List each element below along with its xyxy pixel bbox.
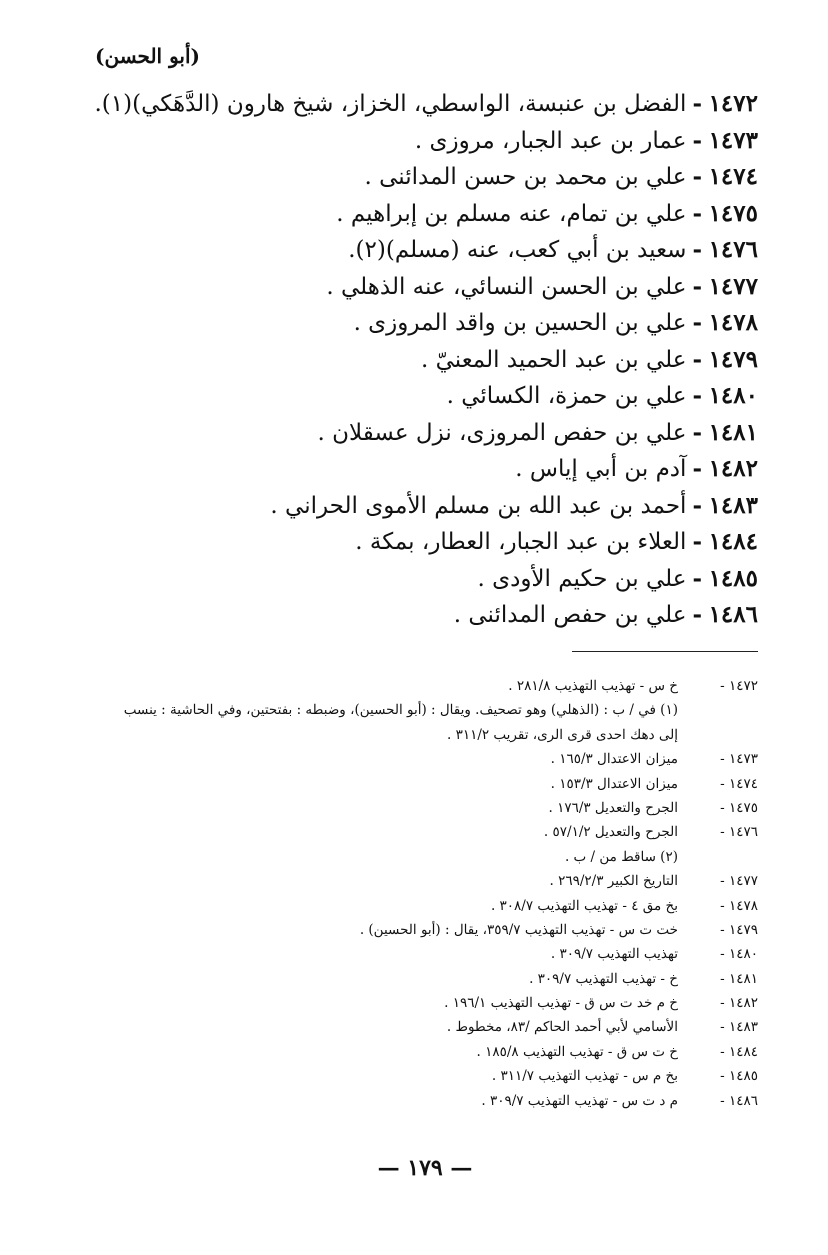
footnote-row	[38, 1064, 758, 1088]
entry-row	[68, 561, 758, 598]
entry-text: علي بن حفص المروزى، نزل عسقلان .	[317, 419, 687, 446]
entry-dash: -	[692, 90, 702, 117]
footnote-entry-number: ١٤٧٢ -	[720, 678, 758, 694]
footnote-entry-number: ١٤٧٣ -	[720, 751, 758, 768]
entry-number: ١٤٧٥	[708, 199, 758, 227]
footnote-entry-number: ١٤٨٦ -	[720, 1092, 758, 1109]
entry-row	[68, 269, 758, 306]
entry-dash: -	[692, 491, 702, 519]
footnote-row	[38, 869, 758, 893]
entry-dash: -	[692, 309, 702, 336]
footnote-entry-number: ١٤٧٥ -	[720, 799, 758, 816]
footnote-entry-number: ١٤٨٤ -	[720, 1043, 758, 1060]
entry-text: علي بن الحسن النسائي، عنه الذهلي .	[326, 273, 687, 300]
footnote-text: خ - تهذيب التهذيب ٣٠٩/٧ .	[529, 970, 678, 987]
entry-row	[68, 232, 758, 269]
entry-text: علي بن حفص المدائنى .	[453, 602, 687, 628]
footnote-row	[38, 723, 758, 747]
entry-number: ١٤٨١	[708, 418, 758, 446]
entry-dash: -	[692, 236, 702, 263]
entry-dash: -	[692, 272, 702, 300]
entry-dash: -	[692, 564, 702, 592]
footnote-row	[38, 1015, 758, 1039]
entry-text: الفضل بن عنبسة، الواسطي، الخزاز، شيخ هارون (الدَّهَكي)(١).	[94, 91, 687, 117]
entry-text: العلاء بن عبد الجبار، العطار، بمكة .	[355, 529, 687, 555]
footnote-row	[38, 991, 758, 1015]
entry-text: سعيد بن أبي كعب، عنه (مسلم)(٢).	[348, 237, 687, 263]
running-header: (أبو الحسن)	[95, 44, 200, 68]
footnote-row	[38, 772, 758, 796]
footnote-text: خ س - تهذيب التهذيب ٢٨١/٨ .	[508, 678, 678, 694]
entry-number: ١٤٧٨	[708, 309, 758, 336]
page-number: — ١٧٩ —	[377, 1155, 473, 1181]
entry-text: علي بن عبد الحميد المعنيّ .	[420, 346, 687, 373]
entry-number: ١٤٨٦	[708, 601, 758, 628]
entry-row	[68, 305, 758, 342]
footnote-row	[38, 674, 758, 698]
footnote-row	[38, 698, 758, 722]
entry-dash: -	[692, 418, 702, 446]
entry-row	[68, 196, 758, 233]
footnote-text: بخ مق ٤ - تهذيب التهذيب ٣٠٨/٧ .	[490, 897, 678, 914]
entry-row	[68, 86, 758, 123]
footnote-text: الجرح والتعديل ١٧٦/٣ .	[548, 799, 678, 816]
entry-text: أحمد بن عبد الله بن مسلم الأموى الحراني .	[270, 492, 687, 519]
entry-dash: -	[692, 199, 702, 227]
footnote-text: ميزان الاعتدال ١٥٣/٣ .	[550, 775, 678, 792]
footnote-entry-number: ١٤٨٣ -	[720, 1019, 758, 1036]
footnote-text: الأسامي لأبي أحمد الحاكم /٨٣، مخطوط .	[446, 1019, 678, 1036]
footnote-row	[38, 894, 758, 918]
entry-number: ١٤٧٧	[708, 272, 758, 300]
entry-row	[68, 342, 758, 379]
footnote-entry-number: ١٤٨٥ -	[720, 1068, 758, 1085]
entry-number: ١٤٨٢	[708, 455, 758, 482]
entry-dash: -	[692, 455, 702, 482]
entry-dash: -	[692, 163, 702, 190]
entry-list	[68, 86, 758, 634]
entry-dash: -	[692, 126, 702, 154]
entry-number: ١٤٧٣	[708, 126, 758, 154]
footnote-row	[38, 796, 758, 820]
entry-number: ١٤٨٣	[708, 491, 758, 519]
footnote-text: بخ م س - تهذيب التهذيب ٣١١/٧ .	[491, 1068, 678, 1085]
footnote-divider	[572, 651, 758, 652]
entry-number: ١٤٧٢	[708, 90, 758, 117]
entry-row	[68, 378, 758, 415]
footnote-entry-number: ١٤٨١ -	[720, 970, 758, 987]
entry-row	[68, 451, 758, 488]
entry-row	[68, 524, 758, 561]
footnote-row	[38, 747, 758, 771]
footnote-list	[38, 674, 758, 1113]
entry-number: ١٤٨٥	[708, 564, 758, 592]
entry-text: علي بن محمد بن حسن المدائنى .	[364, 164, 687, 190]
entry-row	[68, 159, 758, 196]
entry-number: ١٤٧٦	[708, 236, 758, 263]
footnote-entry-number: ١٤٧٩ -	[720, 921, 758, 938]
entry-dash: -	[692, 528, 702, 555]
entry-row	[68, 597, 758, 634]
footnote-row	[38, 918, 758, 942]
entry-text: علي بن حمزة، الكسائي .	[446, 383, 687, 409]
entry-text: علي بن حكيم الأودى .	[477, 565, 687, 592]
footnote-text: ميزان الاعتدال ١٦٥/٣ .	[550, 751, 678, 768]
footnote-row	[38, 1089, 758, 1113]
footnote-row	[38, 1040, 758, 1064]
footnote-text: (١) في / ب : (الذهلي) وهو تصحيف. ويقال : (أبو الحسين)، وضبطه : بفتحتين، وفي الحاشية : ينسب	[123, 702, 678, 719]
footnote-entry-number: ١٤٧٦ -	[720, 824, 758, 841]
entry-row	[68, 123, 758, 160]
footnote-entry-number: ١٤٧٤ -	[720, 775, 758, 792]
entry-dash: -	[692, 601, 702, 628]
entry-number: ١٤٧٤	[708, 163, 758, 190]
entry-dash: -	[692, 345, 702, 373]
entry-number: ١٤٨٤	[708, 528, 758, 555]
footnote-entry-number: ١٤٧٨ -	[720, 897, 758, 914]
footnote-text: إلى دهك احدى قرى الرى، تقريب ٣١١/٢ .	[446, 726, 678, 743]
entry-row	[68, 488, 758, 525]
footnote-entry-number: ١٤٧٧ -	[720, 873, 758, 890]
entry-number: ١٤٨٠	[708, 382, 758, 409]
footnote-text: خ ت س ق - تهذيب التهذيب ١٨٥/٨ .	[476, 1043, 678, 1060]
entry-text: علي بن الحسين بن واقد المروزى .	[353, 310, 687, 336]
footnote-text: خ م خد ت س ق - تهذيب التهذيب ١٩٦/١ .	[444, 995, 678, 1012]
entry-number: ١٤٧٩	[708, 345, 758, 373]
entry-text: آدم بن أبي إياس .	[515, 456, 687, 482]
footnote-text: التاريخ الكبير ٢٦٩/٢/٣ .	[549, 873, 678, 890]
entry-text: علي بن تمام، عنه مسلم بن إبراهيم .	[336, 200, 687, 227]
footnote-text: م د ت س - تهذيب التهذيب ٣٠٩/٧ .	[481, 1092, 678, 1109]
entry-text: عمار بن عبد الجبار، مروزى .	[414, 127, 687, 154]
footnote-text: الجرح والتعديل ٥٧/١/٢ .	[543, 824, 678, 841]
footnote-row	[38, 845, 758, 869]
footnote-text: خت ت س - تهذيب التهذيب ٣٥٩/٧، يقال : (أبو الحسين) .	[359, 921, 678, 938]
entry-row	[68, 415, 758, 452]
footnote-text: تهذيب التهذيب ٣٠٩/٧ .	[550, 946, 678, 963]
footnote-row	[38, 942, 758, 966]
footnote-row	[38, 967, 758, 991]
footnote-entry-number: ١٤٨٢ -	[720, 995, 758, 1012]
footnote-text: (٢) ساقط من / ب .	[564, 848, 678, 865]
footnote-row	[38, 820, 758, 844]
footnote-entry-number: ١٤٨٠ -	[720, 946, 758, 963]
entry-dash: -	[692, 382, 702, 409]
